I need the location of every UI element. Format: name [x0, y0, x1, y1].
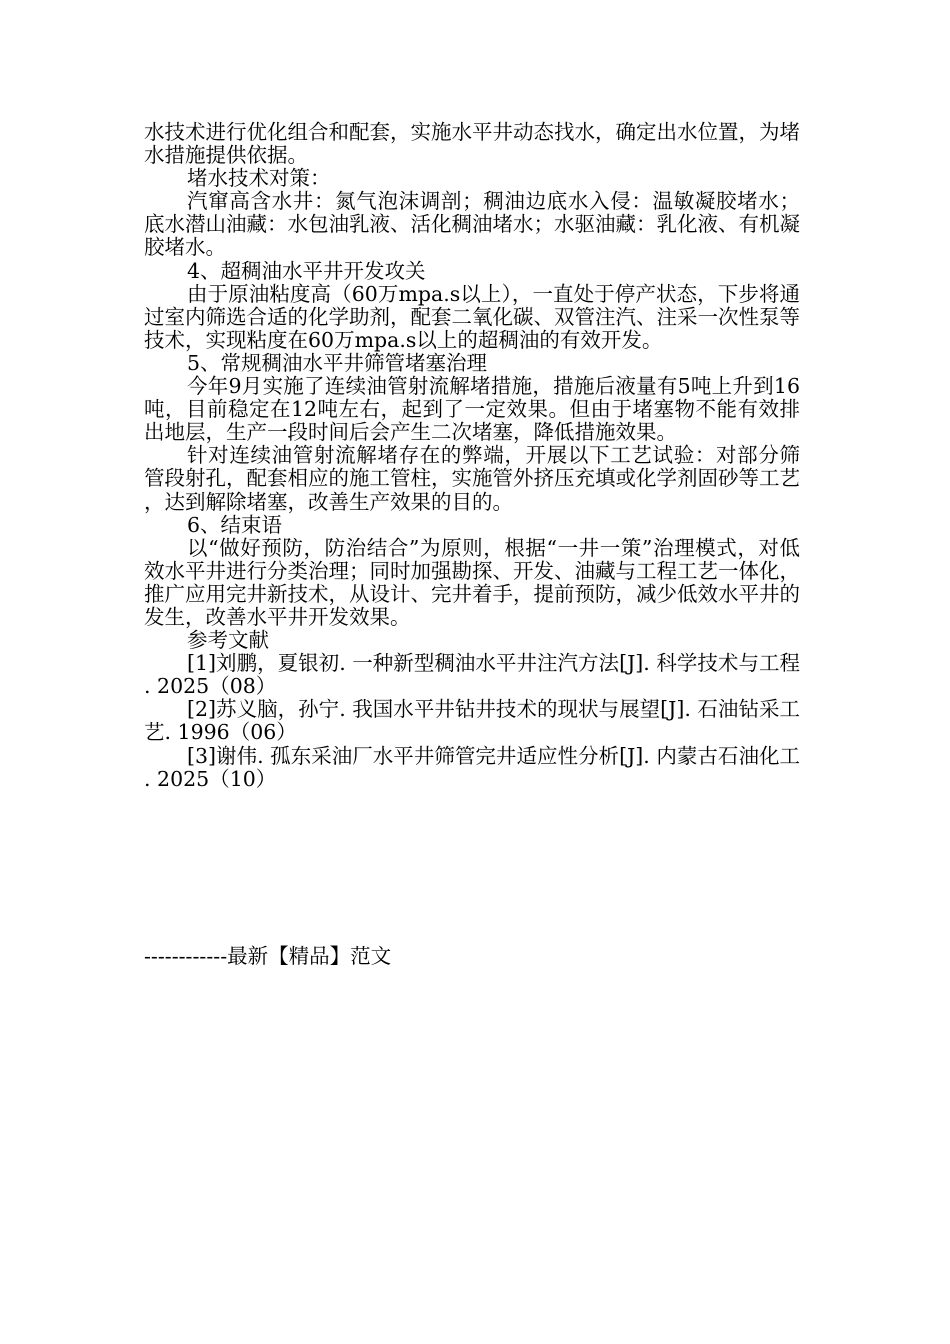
reference-item-2: [2]苏义脑，孙宁. 我国水平井钻井技术的现状与展望[J]. 石油钻采工艺. 1996（06） — [144, 697, 800, 745]
paragraph-conclusion: 以“做好预防，防治结合”为原则，根据“一井一策”治理模式，对低效水平井进行分类治理；同时加强勘探、开发、油藏与工程工艺一体化，推广应用完井新技术，从设计、完井着手，提前预防，减少低效水平井的发生，改善水平井开发效果。 — [144, 535, 800, 629]
paragraph-section-5-first: 今年9月实施了连续油管射流解堵措施，措施后液量有5吨上升到16吨，目前稳定在12吨左右，起到了一定效果。但由于堵塞物不能有效排出地层，生产一段时间后会产生二次堵塞，降低措施效果。 — [144, 374, 800, 445]
paragraph-continued: 水技术进行优化组合和配套，实施水平井动态找水，确定出水位置，为堵水措施提供依据。 — [144, 120, 800, 168]
reference-item-3: [3]谢伟. 孤东采油厂水平井筛管完井适应性分析[J]. 内蒙古石油化工. 2025（10） — [144, 743, 800, 791]
footer-tagline: ------------最新【精品】范文 — [144, 944, 392, 968]
document-body — [144, 121, 800, 791]
references-title: 参考文献 — [187, 628, 269, 653]
section-heading-6: 6、结束语 — [187, 512, 283, 537]
reference-item-1: [1]刘鹏，夏银初. 一种新型稠油水平井注汽方法[J]. 科学技术与工程. 2025（08） — [144, 651, 800, 699]
heading-plugging-strategy: 堵水技术对策： — [187, 166, 331, 191]
section-heading-5: 5、常规稠油水平井筛管堵塞治理 — [187, 350, 488, 375]
paragraph-section-5-second: 针对连续油管射流解堵存在的弊端，开展以下工艺试验：对部分筛管段射孔，配套相应的施工管柱，实施管外挤压充填或化学剂固砂等工艺，达到解除堵塞，改善生产效果的目的。 — [144, 443, 800, 514]
section-heading-4: 4、超稠油水平井开发攻关 — [187, 258, 426, 283]
paragraph-plugging-measures: 汽窜高含水井：氮气泡沫调剖；稠油边底水入侵：温敏凝胶堵水；底水潜山油藏：水包油乳液、活化稠油堵水；水驱油藏：乳化液、有机凝胶堵水。 — [144, 189, 800, 260]
paragraph-section-4: 由于原油粘度高（60万mpa.s以上），一直处于停产状态，下步将通过室内筛选合适的化学助剂，配套二氧化碳、双管注汽、注采一次性泵等技术，实现粘度在60万mpa.s以上的超稠油的有效开发。 — [144, 281, 800, 352]
